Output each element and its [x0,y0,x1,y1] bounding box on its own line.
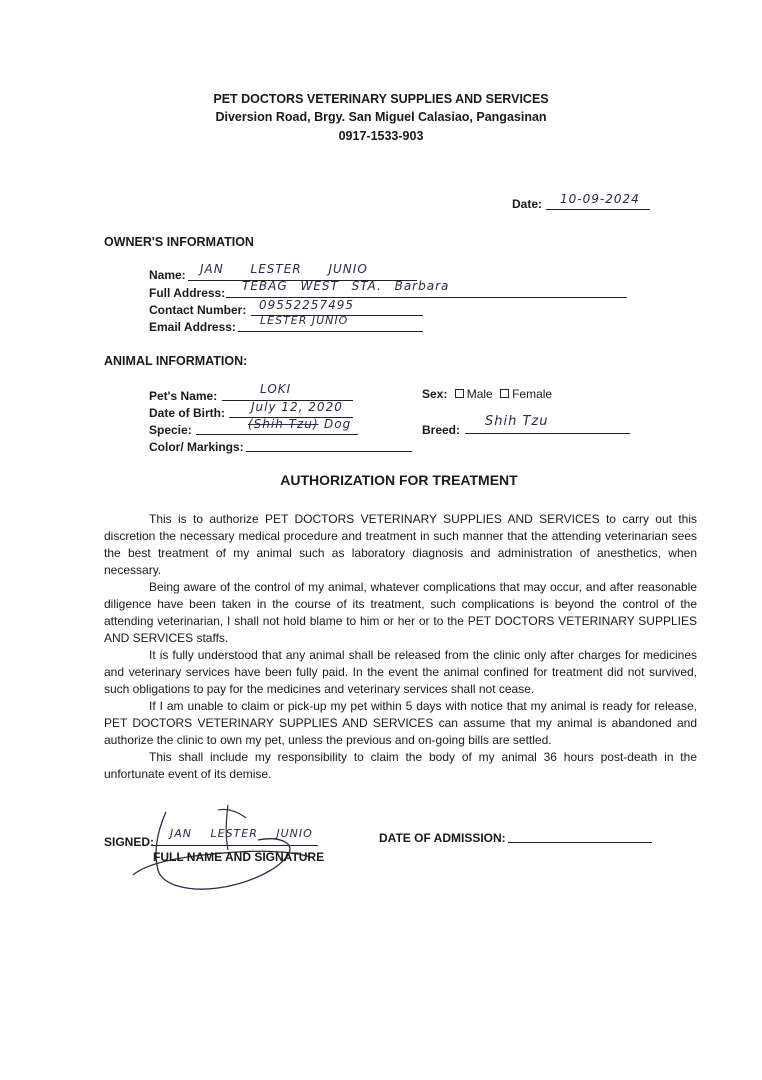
owner-contact-value: 09552257495 [259,298,354,312]
breed-value: Shih Tzu [485,414,549,429]
male-label: Male [466,387,493,401]
owner-address-label: Full Address: [149,286,226,300]
dob-field[interactable] [229,400,353,418]
male-checkbox[interactable] [455,389,464,398]
dob-value: July 12, 2020 [251,400,343,414]
date-field[interactable] [546,192,650,210]
authorization-title: AUTHORIZATION FOR TREATMENT [280,472,518,488]
authorization-paragraph: It is fully understood that any animal shall be released from the clinic only after charges for medicines and veterinary services have been fully paid. In the event the animal confined for treatment did not survived, such obligations to pay for the medicines and veterinary services shall not cease. [104,648,697,696]
dob-label: Date of Birth: [149,406,225,420]
authorization-paragraph: This shall include my responsibility to claim the body of my animal 36 hours post-death in the unfortunate event of its demise. [104,750,697,781]
authorization-paragraph: Being aware of the control of my animal, whatever complications that may occur, and after reasonable diligence have been taken in the course of its treatment, such complications is beyond the control of the attending veterinarian, I shall not hold blame to him or her or to the PET DOCTORS VETERINARY SUPPLIES AND SERVICES staffs. [104,580,697,645]
specie-value: Dog [324,417,352,431]
admission-date-field[interactable] [508,828,652,843]
owner-contact-label: Contact Number: [149,303,247,317]
pet-name-field[interactable] [222,382,353,401]
pet-name-label: Pet's Name: [149,389,218,403]
breed-field[interactable] [465,414,630,434]
color-markings-label: Color/ Markings: [149,440,244,454]
business-address: Diversion Road, Brgy. San Miguel Calasiao, Pangasinan [215,110,547,124]
authorization-body [104,511,697,783]
date-label: Date: [512,197,543,211]
signature-mark [128,800,328,895]
business-phone: 0917-1533-903 [338,129,424,143]
owner-name-label: Name: [149,268,186,282]
owner-email-field[interactable] [238,314,423,332]
owner-email-label: Email Address: [149,320,236,334]
owner-email-value: LESTER JUNIO [260,314,349,327]
sex-label: Sex: [422,387,448,401]
owner-section-title: OWNER'S INFORMATION [104,235,254,249]
breed-label: Breed: [422,423,461,437]
signed-label: SIGNED: [104,835,155,849]
owner-address-value: TEBAG WEST STA. Barbara [242,279,450,293]
authorization-paragraph: This is to authorize PET DOCTORS VETERINARY SUPPLIES AND SERVICES to carry out this discretion the necessary medical procedure and treatment in such manner that the attending veterinarian sees the best treatment of my animal such as laboratory diagnosis and administration of anesthetics, when necessary. [104,512,697,577]
animal-section-title: ANIMAL INFORMATION: [104,354,248,368]
specie-struck-value: (Shih Tzu) [248,417,319,431]
color-markings-field[interactable] [246,437,412,452]
female-checkbox[interactable] [500,389,509,398]
signature-caption: FULL NAME AND SIGNATURE [153,850,325,864]
business-name: PET DOCTORS VETERINARY SUPPLIES AND SERVICES [213,92,549,106]
authorization-paragraph: If I am unable to claim or pick-up my pet within 5 days with notice that my animal is ready for release, PET DOCTORS VETERINARY SUPPLIES AND SERVICES can assume that my animal is abandoned and authorize the clinic to own my pet, unless the previous and on-going bills are settled. [104,699,697,747]
owner-address-field[interactable] [226,279,627,298]
admission-label: DATE OF ADMISSION: [379,831,506,845]
date-value: 10-09-2024 [560,192,640,206]
sex-row [422,387,552,401]
signed-name-value: JAN LESTER JUNIO [170,827,313,840]
owner-name-value: JAN LESTER JUNIO [200,262,368,276]
specie-label: Specie: [149,423,192,437]
specie-field[interactable] [196,417,358,435]
female-label: Female [512,387,553,401]
pet-name-value: LOKI [260,382,292,396]
